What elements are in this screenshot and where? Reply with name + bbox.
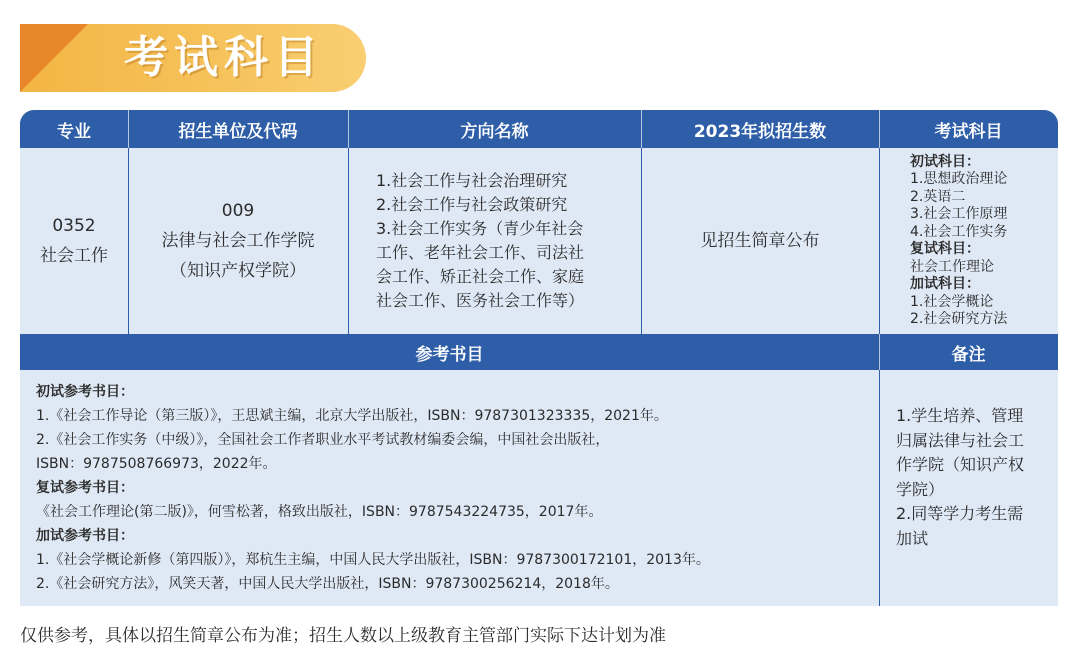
header-major: 专业 (20, 110, 128, 148)
reference-item: 《社会工作理论(第二版)》，何雪松著，格致出版社，ISBN：9787543224735，2017年。 (36, 504, 603, 520)
extra-references-label: 加试参考书目： (36, 528, 134, 544)
subject-item: 2.英语二 (910, 188, 966, 205)
exam-info-table (20, 110, 1058, 606)
note-line: 1.学生培养、管理 (896, 406, 1024, 425)
reference-item: ISBN：9787508766973，2022年。 (36, 456, 277, 472)
note-line: 作学院（知识产权 (896, 455, 1025, 474)
cell-major (20, 148, 128, 334)
direction-line: 1.社会工作与社会治理研究 (376, 171, 568, 190)
cell-subjects (910, 148, 1056, 334)
cell-unit (128, 148, 348, 334)
section-title: 考试科目 (124, 32, 324, 83)
extra-subjects-label: 加试科目： (910, 276, 980, 292)
major-name: 社会工作 (40, 246, 108, 266)
direction-line: 工作、老年社会工作、司法社 (376, 243, 585, 262)
initial-references-label: 初试参考书目： (36, 384, 134, 400)
cell-direction (376, 148, 638, 334)
direction-line: 3.社会工作实务（青少年社会 (376, 219, 584, 238)
quota-text: 见招生简章公布 (700, 231, 820, 251)
cell-references (36, 370, 874, 606)
unit-code: 009 (221, 201, 255, 221)
header-subjects: 考试科目 (879, 110, 1058, 148)
banner-corner-accent (20, 24, 88, 92)
subject-item: 1.思想政治理论 (910, 171, 1008, 187)
direction-line: 会工作、矫正社会工作、家庭 (376, 267, 585, 286)
retest-references-label: 复试参考书目： (36, 480, 134, 496)
cell-quota (641, 148, 879, 334)
note-line: 2.同等学力考生需 (896, 504, 1024, 523)
note-line: 加试 (896, 528, 929, 548)
major-code: 0352 (52, 216, 96, 236)
reference-item: 1.《社会学概论新修（第四版）》，郑杭生主编，中国人民大学出版社，ISBN：9787300172101，2013年。 (36, 552, 710, 568)
subject-item: 2.社会研究方法 (910, 311, 1008, 327)
direction-line: 社会工作、医务社会工作等） (376, 291, 585, 310)
section-title-banner (20, 24, 366, 92)
header-quota: 2023年拟招生数 (641, 110, 879, 148)
unit-alias: （知识产权学院） (170, 261, 306, 281)
reference-item: 2.《社会研究方法》，风笑天著，中国人民大学出版社，ISBN：9787300256214，2018年。 (36, 576, 619, 592)
note-line: 学院） (896, 479, 945, 499)
header-direction: 方向名称 (348, 110, 641, 148)
cell-notes (896, 370, 1054, 606)
header-references: 参考书目 (20, 334, 879, 370)
reference-item: 1.《社会工作导论（第三版）》，王思斌主编，北京大学出版社，ISBN：9787301323335，2021年。 (36, 408, 668, 424)
subject-item: 1.社会学概论 (910, 293, 994, 310)
footer-disclaimer: 仅供参考，具体以招生简章公布为准；招生人数以上级教育主管部门实际下达计划为准 (20, 626, 666, 646)
note-line: 归属法律与社会工 (896, 430, 1025, 450)
subject-item: 社会工作理论 (910, 258, 994, 275)
unit-name: 法律与社会工作学院 (161, 231, 315, 251)
header-notes: 备注 (879, 334, 1058, 370)
direction-line: 2.社会工作与社会政策研究 (376, 195, 568, 214)
header-unit: 招生单位及代码 (128, 110, 348, 148)
subject-item: 3.社会工作原理 (910, 206, 1008, 222)
initial-subjects-label: 初试科目： (910, 153, 980, 170)
retest-subjects-label: 复试科目： (910, 241, 980, 257)
subject-item: 4.社会工作实务 (910, 223, 1008, 240)
reference-item: 2.《社会工作实务（中级）》，全国社会工作者职业水平考试教材编委会编，中国社会出版社， (36, 432, 610, 448)
